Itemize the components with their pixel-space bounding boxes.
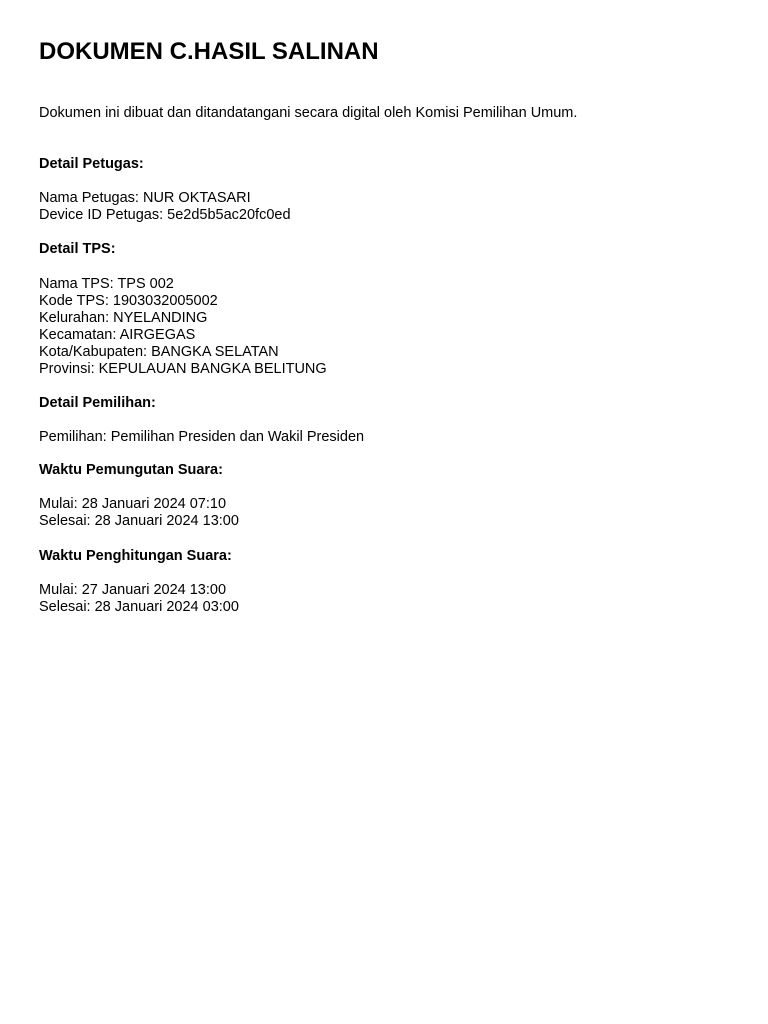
section-tps-lines (39, 276, 327, 378)
tps-kelurahan: Kelurahan: NYELANDING (39, 310, 208, 326)
section-petugas-lines (39, 190, 291, 224)
tps-provinsi: Provinsi: KEPULAUAN BANGKA BELITUNG (39, 361, 327, 377)
tps-kecamatan: Kecamatan: AIRGEGAS (39, 327, 196, 343)
section-heading-petugas: Detail Petugas: (39, 156, 144, 172)
document-intro: Dokumen ini dibuat dan ditandatangani secara digital oleh Komisi Pemilihan Umum. (39, 105, 578, 121)
penghitungan-mulai: Mulai: 27 Januari 2024 13:00 (39, 582, 227, 598)
pemungutan-selesai: Selesai: 28 Januari 2024 13:00 (39, 513, 239, 529)
tps-nama: Nama TPS: TPS 002 (39, 276, 174, 292)
section-heading-penghitungan: Waktu Penghitungan Suara: (39, 548, 232, 564)
document-title: DOKUMEN C.HASIL SALINAN (39, 38, 379, 65)
section-pemungutan-lines (39, 496, 239, 530)
petugas-nama: Nama Petugas: NUR OKTASARI (39, 190, 251, 206)
section-heading-pemilihan: Detail Pemilihan: (39, 395, 156, 411)
section-penghitungan-lines (39, 582, 239, 616)
section-heading-pemungutan: Waktu Pemungutan Suara: (39, 462, 223, 478)
pemungutan-mulai: Mulai: 28 Januari 2024 07:10 (39, 496, 227, 512)
penghitungan-selesai: Selesai: 28 Januari 2024 03:00 (39, 599, 239, 615)
section-heading-tps: Detail TPS: (39, 241, 116, 257)
tps-kota-kabupaten: Kota/Kabupaten: BANGKA SELATAN (39, 344, 279, 360)
section-pemilihan-lines (39, 429, 364, 446)
tps-kode: Kode TPS: 1903032005002 (39, 293, 218, 309)
pemilihan-jenis: Pemilihan: Pemilihan Presiden dan Wakil Presiden (39, 429, 365, 445)
petugas-device-id: Device ID Petugas: 5e2d5b5ac20fc0ed (39, 207, 291, 223)
